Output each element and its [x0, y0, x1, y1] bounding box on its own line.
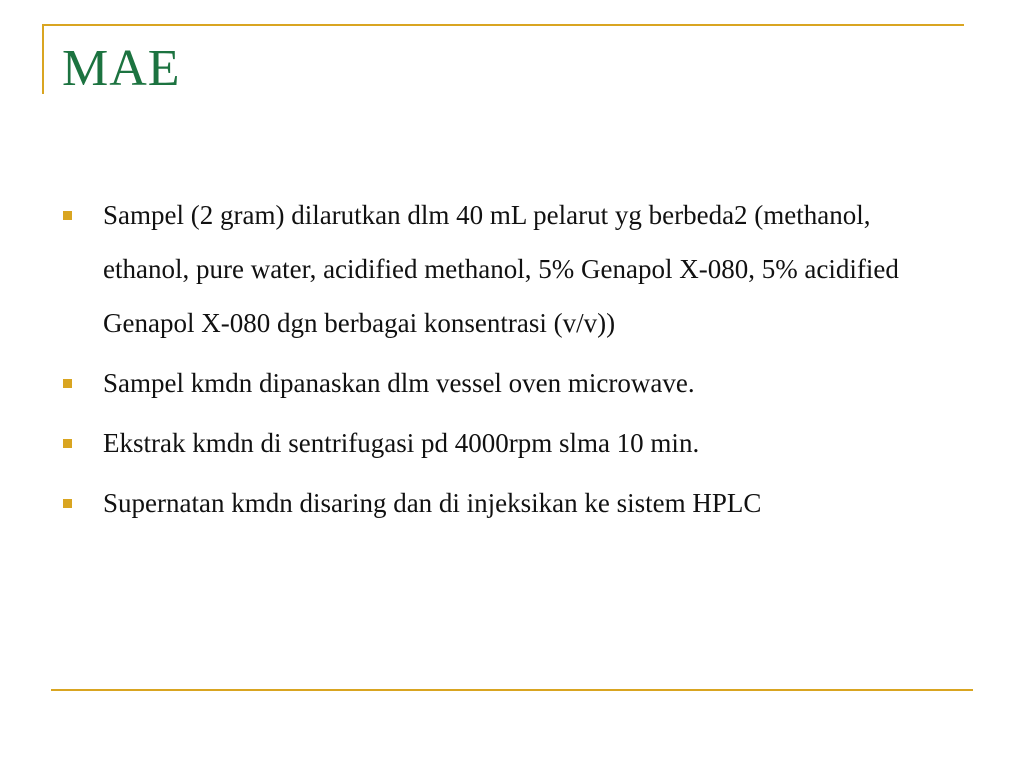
- frame-left-line: [42, 24, 44, 94]
- bullet-item: [62, 416, 962, 470]
- bullet-text: Sampel kmdn dipanaskan dlm vessel oven microwave.: [103, 368, 695, 398]
- slide-title: MAE: [62, 40, 181, 97]
- bullet-text: Ekstrak kmdn di sentrifugasi pd 4000rpm slma 10 min.: [103, 428, 700, 458]
- frame-top-line: [42, 24, 964, 26]
- bullet-item: [62, 476, 962, 530]
- bullet-item: [62, 356, 962, 410]
- square-bullet-icon: [63, 211, 72, 220]
- bullet-item: [62, 188, 962, 350]
- square-bullet-icon: [63, 439, 72, 448]
- bullet-text: Supernatan kmdn disaring dan di injeksikan ke sistem HPLC: [103, 488, 762, 518]
- bullet-text: Sampel (2 gram) dilarutkan dlm 40 mL pelarut yg berbeda2 (methanol, ethanol, pure water, acidified methanol, 5% Genapol X-080, 5% acidified Genapol X-080 dgn berbagai konsentrasi (v/v)): [103, 200, 899, 338]
- square-bullet-icon: [63, 499, 72, 508]
- square-bullet-icon: [63, 379, 72, 388]
- bullet-list: [62, 188, 962, 536]
- frame-bottom-line: [51, 689, 973, 691]
